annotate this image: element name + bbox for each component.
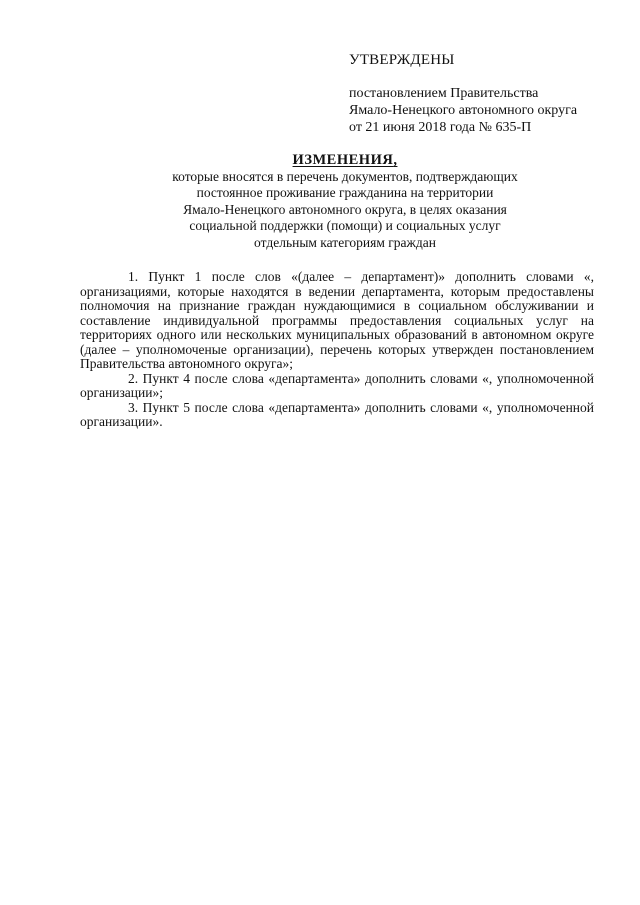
approval-line: постановлением Правительства [349, 86, 539, 101]
document-title-text: ИЗМЕНЕНИЯ [292, 152, 394, 168]
document-subtitle-line: которые вносятся в перечень документов, подтверждающих [172, 168, 518, 184]
amendment-item-3: 3. Пункт 5 после слова «департамента» дополнить словами «, уполномоченной организации». [80, 399, 594, 429]
approval-line: Ямало-Ненецкого автономного округа [349, 103, 578, 118]
document-subtitle-line: социальной поддержки (помощи) и социальных услуг [189, 218, 501, 233]
document-body [80, 270, 594, 430]
document-subtitle-line: отдельным категориям граждан [254, 234, 436, 250]
document-subtitle-line: постоянное проживание гражданина на территории [196, 185, 494, 200]
amendment-item-2: 2. Пункт 4 после слова «департамента» дополнить словами «, уполномоченной организации»; [80, 370, 594, 400]
amendment-item-1: 1. Пункт 1 после слов «(далее – департамент)» дополнить словами «, организациями, которые находятся в ведении департамента, которым предоставлены полномочия на признание граждан нуждающимися в социальном обслуживании и составление индивидуальной программы предоставления социальных услуг на территориях одного или нескольких муниципальных образований в автономном округе (далее – уполномоченые организации), перечень которых утвержден постановлением Правительства автономного округа»; [80, 269, 594, 371]
document-title [80, 152, 610, 169]
document-subtitle-line: Ямало-Ненецкого автономного округа, в целях оказания [183, 201, 507, 217]
approval-block [349, 52, 619, 136]
approval-heading: УТВЕРЖДЕНЫ [349, 52, 455, 68]
document-title-punct: , [393, 152, 398, 168]
document-title-block [80, 152, 610, 251]
approval-line: от 21 июня 2018 года № 635-П [349, 120, 532, 135]
